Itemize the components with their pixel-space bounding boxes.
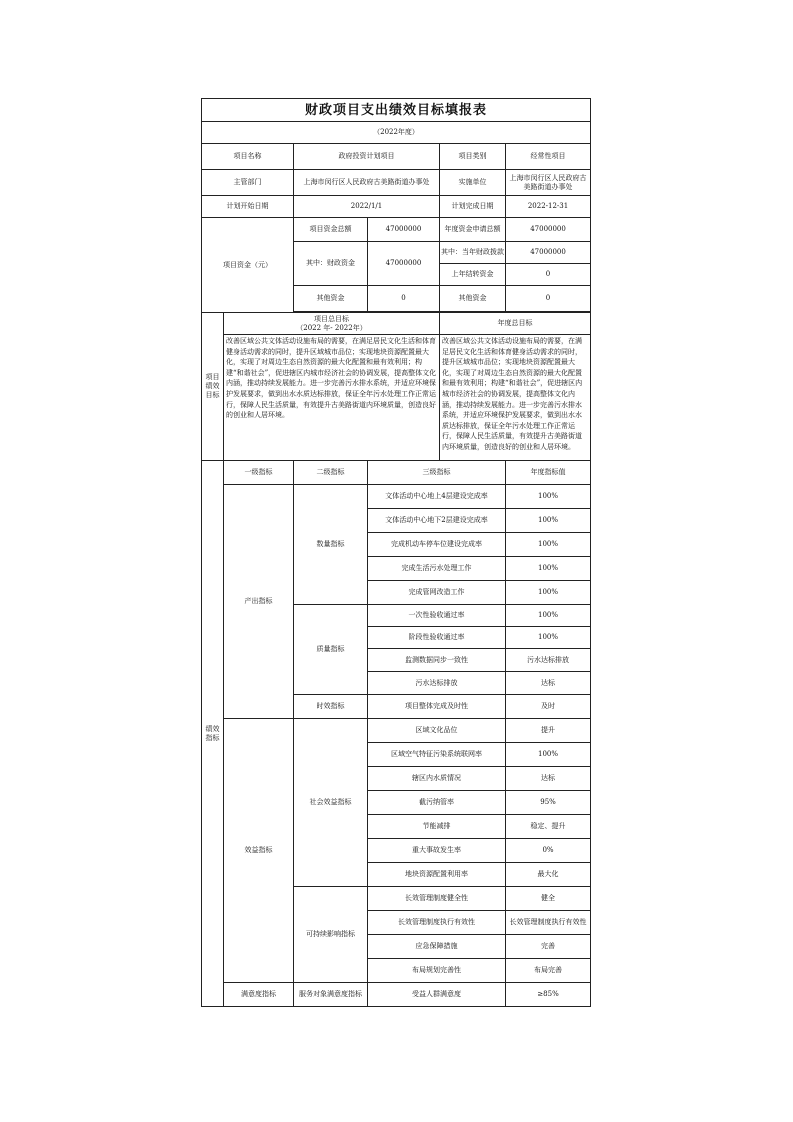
level2-quality: 质量指标 bbox=[294, 605, 368, 695]
indicator-value: 100% bbox=[506, 605, 591, 627]
funds-other: 0 bbox=[368, 286, 440, 312]
goals-label: 项目绩效目标 bbox=[202, 313, 224, 461]
indicator-value: 100% bbox=[506, 743, 591, 767]
total-goal-title: 项目总目标 bbox=[314, 314, 349, 323]
level2-sustain: 可持续影响指标 bbox=[294, 887, 368, 983]
indicator-value: 100% bbox=[506, 509, 591, 533]
indicator-value: 稳定、提升 bbox=[506, 815, 591, 839]
level1-satisfaction: 满意度指标 bbox=[224, 983, 294, 1007]
indicator-name: 文体活动中心地下2层建设完成率 bbox=[368, 509, 506, 533]
indicator-value: 达标 bbox=[506, 767, 591, 791]
indicator-value: 最大化 bbox=[506, 863, 591, 887]
indicator-value: 95% bbox=[506, 791, 591, 815]
indicator-value: 提升 bbox=[506, 719, 591, 743]
funds-total-label: 项目资金总额 bbox=[294, 218, 368, 242]
indicator-name: 项目整体完成及时性 bbox=[368, 695, 506, 719]
performance-target-form bbox=[201, 98, 590, 1007]
indicator-value: 100% bbox=[506, 557, 591, 581]
funds-carryover: 0 bbox=[506, 264, 591, 286]
funds-fiscal: 47000000 bbox=[368, 242, 440, 286]
form-year: （2022年度） bbox=[202, 122, 591, 144]
indicator-value: ≥85% bbox=[506, 983, 591, 1007]
indicator-name: 完成管网改造工作 bbox=[368, 581, 506, 605]
funds-other2-label: 其他资金 bbox=[440, 286, 506, 312]
level1-output: 产出指标 bbox=[224, 485, 294, 719]
funds-carryover-label: 上年结转资金 bbox=[440, 264, 506, 286]
level2-quantity: 数量指标 bbox=[294, 485, 368, 605]
indicator-value: 及时 bbox=[506, 695, 591, 719]
project-type: 经常性项目 bbox=[506, 144, 591, 170]
start-label: 计划开始日期 bbox=[202, 196, 294, 218]
end-label: 计划完成日期 bbox=[440, 196, 506, 218]
project-name-label: 项目名称 bbox=[202, 144, 294, 170]
indicator-name: 重大事故发生率 bbox=[368, 839, 506, 863]
header-level2: 二级指标 bbox=[294, 461, 368, 485]
total-goal-text: 改善区域公共文体活动设施布局的需要，在满足居民文化生活和体育健身活动需求的同时，提升区域城市品位；实现地块资源配置最大化，实现了对周边生态自然资源的最大化配置和最有效利用；构建“和谐社会”，促进辖区内城市经济社会的协调发展，提高整体文化内涵，推动持续发展能力。进一步完善污水排水系统，并适应环境保护发展要求，做到出水水质达标排放，保证全年污水处理工作正常运行，保障人民生活质量，有效提升古美路街道内环境质量，创造良好的创业和人居环境。 bbox=[224, 335, 440, 461]
indicator-name: 应急保障措施 bbox=[368, 935, 506, 959]
funds-current: 47000000 bbox=[506, 242, 591, 264]
total-goal-head bbox=[224, 313, 440, 335]
indicator-value: 达标 bbox=[506, 672, 591, 695]
impl-label: 实施单位 bbox=[440, 170, 506, 196]
annual-goal-head: 年度总目标 bbox=[440, 313, 591, 335]
funds-year-apply-label: 年度资金申请总额 bbox=[440, 218, 506, 242]
level1-benefit: 效益指标 bbox=[224, 719, 294, 983]
dept: 上海市闵行区人民政府古美路街道办事处 bbox=[294, 170, 440, 196]
indicator-name: 完成生活污水处理工作 bbox=[368, 557, 506, 581]
form-table bbox=[201, 98, 591, 1007]
indicator-name: 地块资源配置利用率 bbox=[368, 863, 506, 887]
end-date: 2022-12-31 bbox=[506, 196, 591, 218]
funds-other-label: 其他资金 bbox=[294, 286, 368, 312]
funds-other2: 0 bbox=[506, 286, 591, 312]
indicator-name: 监测数据同步一致性 bbox=[368, 649, 506, 672]
indicator-name: 区域文化品位 bbox=[368, 719, 506, 743]
indicator-name: 节能减排 bbox=[368, 815, 506, 839]
indicator-value: 污水达标排放 bbox=[506, 649, 591, 672]
project-name: 政府投资计划项目 bbox=[294, 144, 440, 170]
indicator-name: 区域空气特征污染系统联网率 bbox=[368, 743, 506, 767]
indicator-value: 100% bbox=[506, 533, 591, 557]
funds-current-label: 其中：当年财政拨款 bbox=[440, 242, 506, 264]
header-level3: 三级指标 bbox=[368, 461, 506, 485]
indicator-name: 文体活动中心地上4层建设完成率 bbox=[368, 485, 506, 509]
impl: 上海市闵行区人民政府古美路街道办事处 bbox=[506, 170, 591, 196]
level2-service: 服务对象满意度指标 bbox=[294, 983, 368, 1007]
funds-total: 47000000 bbox=[368, 218, 440, 242]
indicator-name: 长效管理制度执行有效性 bbox=[368, 911, 506, 935]
funds-label: 项目资金（元） bbox=[202, 218, 294, 313]
indicator-name: 受益人群满意度 bbox=[368, 983, 506, 1007]
indicator-name: 布局规划完善性 bbox=[368, 959, 506, 983]
level2-timeliness: 时效指标 bbox=[294, 695, 368, 719]
header-value: 年度指标值 bbox=[506, 461, 591, 485]
indicator-value: 布局完善 bbox=[506, 959, 591, 983]
funds-fiscal-label: 其中：财政资金 bbox=[294, 242, 368, 286]
dept-label: 主管部门 bbox=[202, 170, 294, 196]
funds-year-apply: 47000000 bbox=[506, 218, 591, 242]
indicator-name: 辖区内水质情况 bbox=[368, 767, 506, 791]
start-date: 2022/1/1 bbox=[294, 196, 440, 218]
indicator-value: 100% bbox=[506, 485, 591, 509]
indicator-name: 长效管理制度健全性 bbox=[368, 887, 506, 911]
indicator-value: 健全 bbox=[506, 887, 591, 911]
indicator-name: 一次性验收通过率 bbox=[368, 605, 506, 627]
project-type-label: 项目类别 bbox=[440, 144, 506, 170]
indicator-name: 污水达标排放 bbox=[368, 672, 506, 695]
indicator-value: 长效管理制度执行有效性 bbox=[506, 911, 591, 935]
indicator-value: 完善 bbox=[506, 935, 591, 959]
total-goal-range: （2022 年- 2022年） bbox=[296, 323, 367, 332]
indicator-value: 100% bbox=[506, 581, 591, 605]
indicators-label: 绩效指标 bbox=[202, 461, 224, 1007]
indicator-value: 100% bbox=[506, 627, 591, 649]
annual-goal-text: 改善区域公共文体活动设施布局的需要，在满足居民文化生活和体育健身活动需求的同时，提升区域城市品位；实现地块资源配置最大化，实现了对周边生态自然资源的最大化配置和最有效利用；构建“和谐社会”，促进辖区内城市经济社会的协调发展，提高整体文化内涵，推动持续发展能力。进一步完善污水排水系统，并适应环境保护发展要求，做到出水水质达标排放，保证全年污水处理工作正常运行，保障人民生活质量，有效提升古美路街道内环境质量，创造良好的创业和人居环境。 bbox=[440, 335, 591, 461]
indicator-value: 0% bbox=[506, 839, 591, 863]
indicator-name: 截污纳管率 bbox=[368, 791, 506, 815]
header-level1: 一级指标 bbox=[224, 461, 294, 485]
form-title: 财政项目支出绩效目标填报表 bbox=[202, 99, 591, 122]
indicator-name: 完成机动车停车位建设完成率 bbox=[368, 533, 506, 557]
indicator-name: 阶段性验收通过率 bbox=[368, 627, 506, 649]
level2-social: 社会效益指标 bbox=[294, 719, 368, 887]
